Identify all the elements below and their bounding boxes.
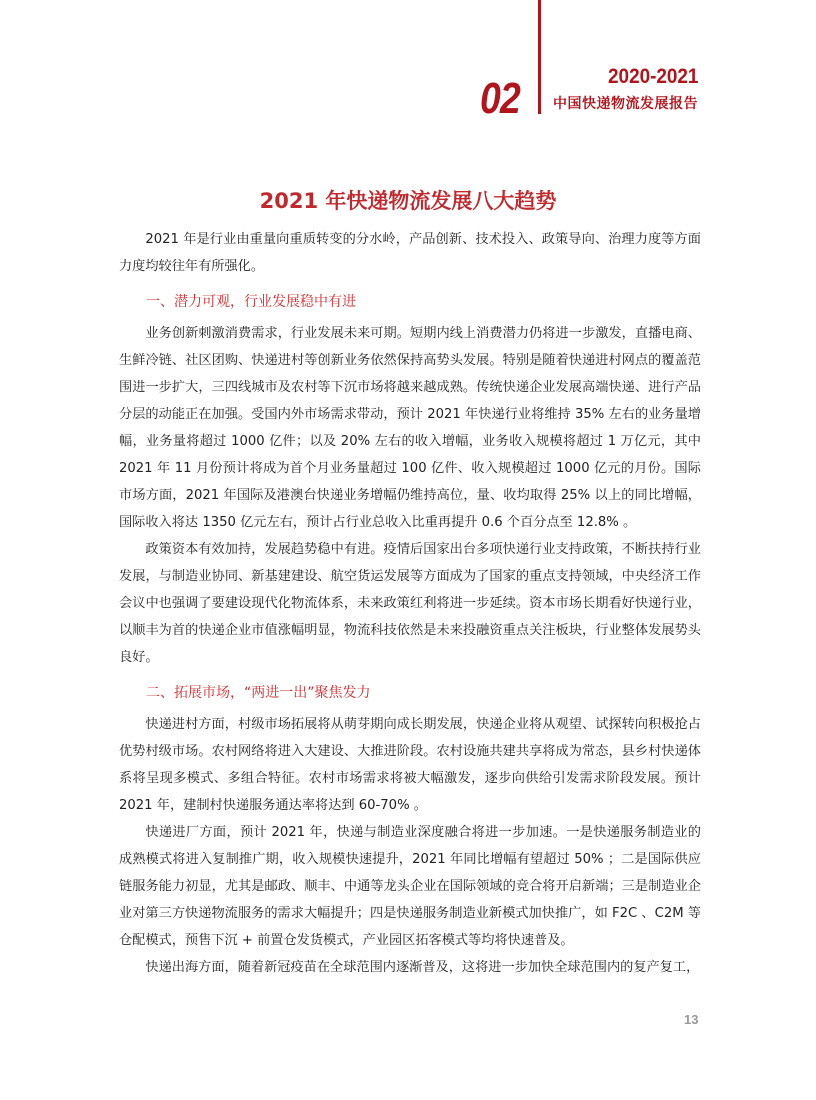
section-heading-1: 一、潜力可观，行业发展稳中有进 [146,294,356,310]
paragraph: 业务创新刺激消费需求，行业发展未来可期。短期内线上消费潜力仍将进一步激发，直播电商、生鲜冷链、社区团购、快递进村等创新业务依然保持高势头发展。特别是随着快递进村网点的覆盖范围进一步扩大，三四线城市及农村等下沉市场将越来越成熟。传统快递企业发展高端快递、进行产品分层的动能正在加强。受国内外市场需求带动，预计 2021 年快递行业将维持 35% 左右的业务量增幅，业务量将超过 1000 亿件；以及 20% 左右的收入增幅，业务收入规模将超过 1 万亿元，其中 2021 年 11 月份预计将成为首个月业务量超过 100 亿件、收入规模超过 1000 亿元的月份。国际市场方面，2021 年国际及港澳台快递业务增幅仍维持高位，量、收均取得 25% 以上的同比增幅，国际收入将达 1350 亿元左右，预计占行业总收入比重再提升 0.6 个百分点至 12.8% 。 [119,326,701,530]
section-heading-2: 二、拓展市场，“两进一出”聚焦发力 [146,685,371,701]
paragraph: 快递进村方面，村级市场拓展将从萌芽期向成长期发展，快递企业将从观望、试探转向积极抢占优势村级市场。农村网络将进入大建设、大推进阶段。农村设施共建共享将成为常态，县乡村快递体系将呈现多模式、多组合特征。农村市场需求将被大幅激发，逐步向供给引发需求阶段发展。预计 2021 年，建制村快递服务通达率将达到 60-70% 。 [119,717,701,813]
report-years: 2020-2021 [607,65,698,88]
header-divider-line [538,0,541,114]
paragraph: 政策资本有效加持，发展趋势稳中有进。疫情后国家出台多项快递行业支持政策，不断扶持行业发展，与制造业协同、新基建建设、航空货运发展等方面成为了国家的重点支持领域，中央经济工作会议中也强调了要建设现代化物流体系，未来政策红利将进一步延续。资本市场长期看好快递行业，以顺丰为首的快递企业市值涨幅明显，物流科技依然是未来投融资重点关注板块，行业整体发展势头良好。 [119,542,701,665]
article-body [119,226,701,981]
chapter-number: 02 [480,74,520,123]
page-title: 2021 年快递物流发展八大趋势 [259,189,557,213]
paragraph: 快递进厂方面，预计 2021 年，快递与制造业深度融合将进一步加速。一是快递服务制造业的成熟模式将进入复制推广期，收入规模快速提升，2021 年同比增幅有望超过 50% ；二是国际供应链服务能力初显，尤其是邮政、顺丰、中通等龙头企业在国际领域的竞合将开启新端；三是制造业企业对第三方快递物流服务的需求大幅提升；四是快递服务制造业新模式加快推广，如 F2C 、C2M 等仓配模式，预售下沉 + 前置仓发货模式，产业园区拓客模式等均将快速普及。 [119,825,701,948]
paragraph: 快递出海方面，随着新冠疫苗在全球范围内逐渐普及，这将进一步加快全球范围内的复产复工， [145,960,700,975]
page-number: 13 [684,1012,699,1027]
report-title: 中国快递物流发展报告 [553,96,698,112]
intro-paragraph: 2021 年是行业由重量向重质转变的分水岭，产品创新、技术投入、政策导向、治理力度等方面力度均较往年有所强化。 [119,232,701,274]
